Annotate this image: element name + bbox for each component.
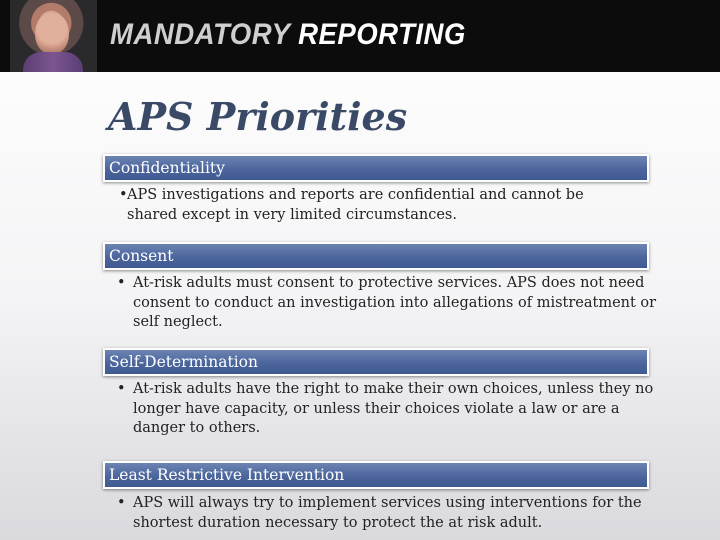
top-banner xyxy=(0,0,720,72)
self-determination-text: At-risk adults have the right to make their own choices, unless they no longer have capacity, or unless their choices violate a law or are a danger to others. xyxy=(133,381,654,436)
presenter-shirt xyxy=(23,52,83,72)
confidentiality-line2: shared except in very limited circumstances. xyxy=(127,206,457,223)
section-body-consent xyxy=(117,274,663,333)
consent-text: At-risk adults must consent to protective services. APS does not need consent to conduct an investigation into allegations of mistreatment or self neglect. xyxy=(133,275,657,330)
banner-title-part1: MANDATORY xyxy=(110,18,290,51)
presenter-face xyxy=(35,12,69,54)
bullet-icon: • xyxy=(117,275,126,291)
section-header-least-restrictive: Least Restrictive Intervention xyxy=(103,461,649,489)
banner-title xyxy=(110,18,466,52)
section-header-self-determination: Self-Determination xyxy=(103,348,649,376)
bullet-icon: • xyxy=(117,381,126,397)
presenter-photo xyxy=(10,0,97,72)
section-header-consent: Consent xyxy=(103,242,649,270)
least-restrictive-text: APS will always try to implement services using interventions for the shortest duration necessary to protect the at risk adult. xyxy=(133,495,642,531)
bullet-icon: • xyxy=(117,495,126,511)
section-body-confidentiality xyxy=(119,186,649,225)
bullet-icon: • xyxy=(119,187,128,203)
section-header-confidentiality: Confidentiality xyxy=(103,154,649,182)
slide-title: APS Priorities xyxy=(108,94,408,139)
banner-title-part2: REPORTING xyxy=(298,18,466,51)
section-body-self-determination xyxy=(117,380,663,439)
confidentiality-line1: APS investigations and reports are confidential and cannot be xyxy=(127,187,584,203)
section-body-least-restrictive xyxy=(117,494,663,533)
